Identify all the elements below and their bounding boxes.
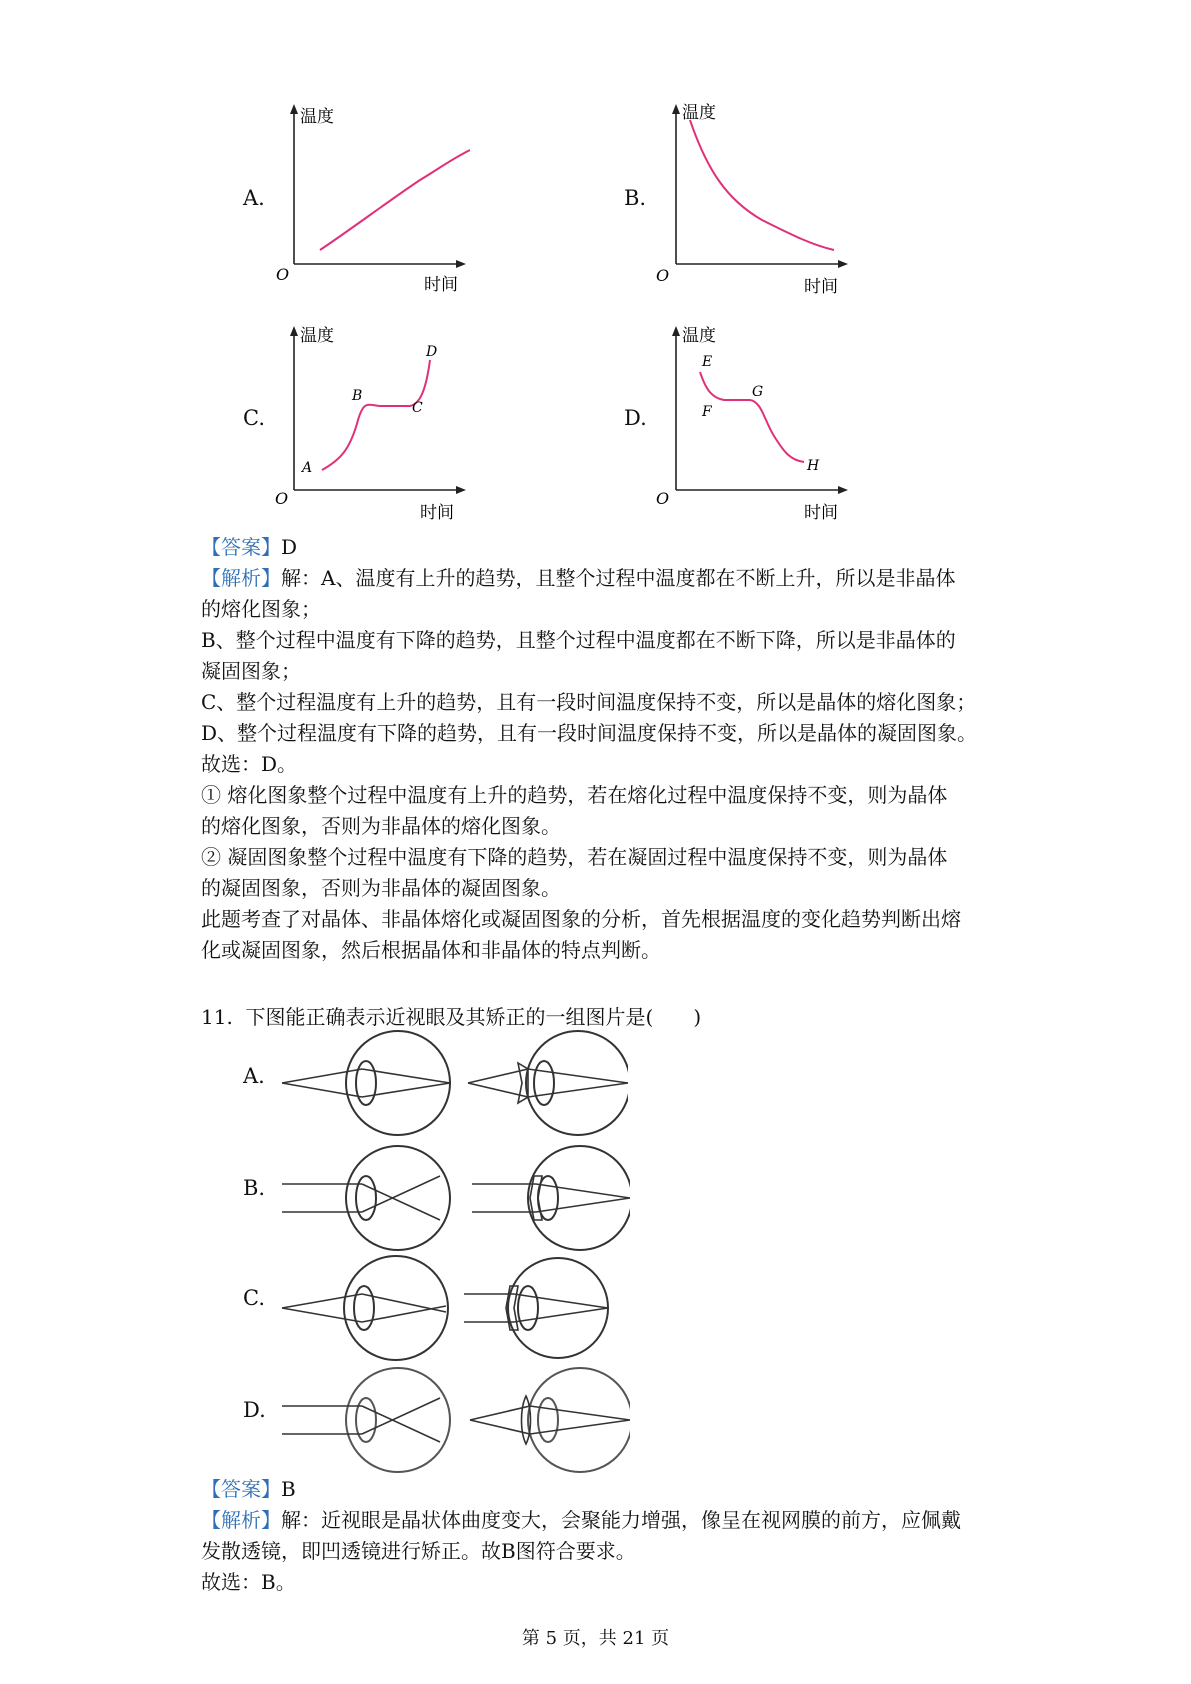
analysis-tag: 【解析】 [201, 566, 281, 590]
eye-figure-d [280, 1364, 630, 1484]
point-f-label: F [702, 404, 712, 420]
origin-label: O [656, 489, 670, 508]
y-axis-arrow [672, 104, 680, 114]
x-axis-label: 时间 [420, 503, 454, 520]
option-d-label: D. [624, 406, 647, 430]
graph-option-a [270, 100, 470, 300]
analysis-line: 的熔化图象； [201, 597, 321, 621]
point-b-label: B [352, 388, 363, 404]
eye-option-d-label: D. [243, 1398, 266, 1422]
analysis-line: 故选：B。 [201, 1570, 296, 1594]
point-g-label: G [752, 384, 764, 400]
x-axis-arrow [838, 260, 848, 268]
analysis-line: 凝固图象； [201, 659, 301, 683]
analysis-line: ① 熔化图象整个过程中温度有上升的趋势，若在熔化过程中温度保持不变，则为晶体 [201, 783, 948, 807]
answer-tag: 【答案】 [201, 535, 281, 559]
point-d-label: D [426, 344, 438, 360]
analysis-line: 发散透镜，即凹透镜进行矫正。故B图符合要求。 [201, 1539, 636, 1563]
point-h-label: H [807, 458, 820, 474]
question-number: 11. [201, 1005, 233, 1029]
y-axis-label: 温度 [682, 103, 716, 123]
eye-figure-c [278, 1252, 628, 1372]
origin-label: O [275, 489, 289, 508]
graph-option-d [652, 320, 852, 520]
x-axis-arrow [838, 486, 848, 494]
analysis-line: 化或凝固图象，然后根据晶体和非晶体的特点判断。 [201, 938, 661, 962]
page-footer: 第 5 页，共 21 页 [521, 1628, 670, 1649]
answer-tag: 【答案】 [201, 1477, 281, 1501]
answer-10 [201, 532, 1001, 966]
y-axis-label: 温度 [300, 326, 334, 346]
answer-11 [201, 1474, 1001, 1598]
origin-label: O [656, 266, 670, 285]
origin-label: O [276, 265, 290, 284]
y-axis-label: 温度 [682, 326, 716, 346]
x-axis-arrow [456, 260, 466, 268]
x-axis-label: 时间 [424, 275, 458, 295]
analysis-line: 解：A、温度有上升的趋势，且整个过程中温度都在不断上升，所以是非晶体 [281, 566, 956, 590]
eye-option-b-label: B. [243, 1176, 266, 1200]
point-e-label: E [702, 354, 713, 370]
analysis-line: 的凝固图象，否则为非晶体的凝固图象。 [201, 876, 561, 900]
graph-option-b [652, 100, 852, 300]
analysis-line: 的熔化图象，否则为非晶体的熔化图象。 [201, 814, 561, 838]
option-a-label: A. [243, 186, 265, 210]
analysis-line: B、整个过程中温度有下降的趋势，且整个过程中温度都在不断下降，所以是非晶体的 [201, 628, 956, 652]
y-axis-arrow [672, 326, 680, 336]
question-text: 下图能正确表示近视眼及其矫正的一组图片是( ) [245, 1005, 702, 1029]
x-axis-label: 时间 [804, 503, 838, 520]
option-c-label: C. [243, 406, 265, 430]
x-axis-label: 时间 [804, 277, 838, 297]
point-a-label: A [302, 460, 313, 476]
analysis-line: 故选：D。 [201, 752, 298, 776]
x-axis-arrow [456, 486, 466, 494]
y-axis-arrow [290, 326, 298, 336]
eye-figure-b [280, 1142, 630, 1262]
analysis-line: 此题考查了对晶体、非晶体熔化或凝固图象的分析，首先根据温度的变化趋势判断出熔 [201, 907, 961, 931]
analysis-line: 解：近视眼是晶状体曲度变大，会聚能力增强，像呈在视网膜的前方，应佩戴 [281, 1508, 961, 1532]
analysis-line: C、整个过程温度有上升的趋势，且有一段时间温度保持不变，所以是晶体的熔化图象； [201, 690, 977, 714]
analysis-line: ② 凝固图象整个过程中温度有下降的趋势，若在凝固过程中温度保持不变，则为晶体 [201, 845, 948, 869]
y-axis-arrow [290, 104, 298, 114]
graph-option-c [270, 320, 470, 520]
temperature-curve [690, 120, 834, 250]
eye-figure-a [278, 1025, 628, 1145]
y-axis-label: 温度 [300, 107, 334, 127]
temperature-curve [320, 150, 470, 250]
eye-option-a-label: A. [243, 1064, 265, 1088]
analysis-line: D、整个过程温度有下降的趋势，且有一段时间温度保持不变，所以是晶体的凝固图象。 [201, 721, 978, 745]
answer-value: D [281, 535, 298, 559]
eye-option-c-label: C. [243, 1286, 265, 1310]
option-b-label: B. [624, 186, 647, 210]
analysis-tag: 【解析】 [201, 1508, 281, 1532]
point-c-label: C [412, 400, 423, 416]
answer-value: B [281, 1477, 296, 1501]
